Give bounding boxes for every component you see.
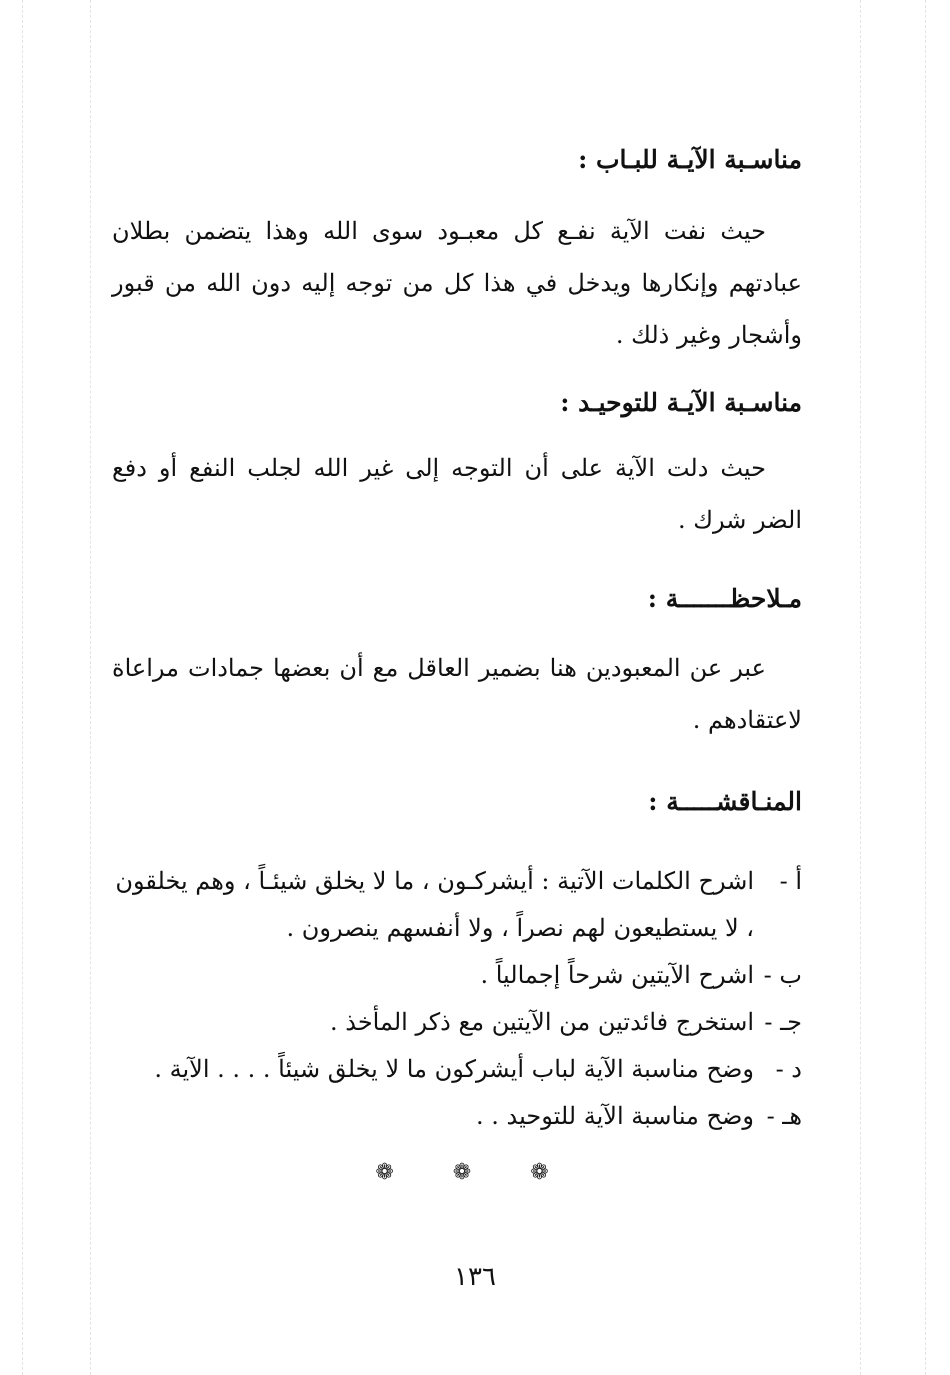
question-marker: هـ - xyxy=(766,1102,802,1130)
section-separator-ornament: ❁ ❁ ❁ xyxy=(375,1160,575,1185)
paragraph-text: عبر عن المعبودين هنا بضمير العاقل مع أن بعضها جمادات مراعاة لاعتقادهم . xyxy=(112,654,802,734)
question-text: وضح مناسبة الآية لباب أيشركون ما لا يخلق شيئاً . . . . الآية . xyxy=(154,1055,754,1083)
question-marker: د - xyxy=(775,1055,802,1083)
section-heading-note: مـلاحظـــــــة : xyxy=(647,584,802,613)
question-marker: أ - xyxy=(779,867,802,895)
question-item xyxy=(102,1046,802,1093)
paragraph-text: حيث دلت الآية على أن التوجه إلى غير الله لجلب النفع أو دفع الضر شرك . xyxy=(112,454,802,534)
question-item xyxy=(102,999,802,1046)
question-marker: جـ - xyxy=(764,1008,802,1036)
section-heading-chapter-relevance: مناسـبة الآيـة للبـاب : xyxy=(578,145,802,174)
question-text: وضح مناسبة الآية للتوحيد . . xyxy=(476,1102,754,1130)
question-text: اشرح الكلمات الآتية : أيشركـون ، ما لا يخلق شيئـاً ، وهم يخلقون ، لا يستطيعون لهم نصراً ، ولا أنفسهم ينصرون . xyxy=(115,867,754,942)
discussion-questions-list xyxy=(102,858,802,1140)
question-item xyxy=(102,1093,802,1140)
question-text: اشرح الآيتين شرحاً إجمالياً . xyxy=(480,961,754,989)
section-paragraph-chapter-relevance xyxy=(112,205,802,361)
section-paragraph-tawhid-relevance xyxy=(112,442,802,546)
paragraph-text: حيث نفت الآية نفـع كل معبـود سوى الله وهذا يتضمن بطلان عبادتهم وإنكارها ويدخل في هذا كل من توجه إليه دون الله من قبور وأشجار وغير ذلك . xyxy=(112,217,802,349)
discussion-heading: المنـاقشـــــة : xyxy=(648,787,802,816)
section-heading-tawhid-relevance: مناسـبة الآيـة للتوحيـد : xyxy=(560,388,802,417)
question-item xyxy=(102,952,802,999)
question-item xyxy=(102,858,802,952)
page-number: ١٣٦ xyxy=(454,1262,496,1292)
question-marker: ب - xyxy=(763,961,802,989)
section-paragraph-note xyxy=(112,642,802,746)
question-text: استخرج فائدتين من الآيتين مع ذكر المأخذ . xyxy=(329,1008,754,1036)
